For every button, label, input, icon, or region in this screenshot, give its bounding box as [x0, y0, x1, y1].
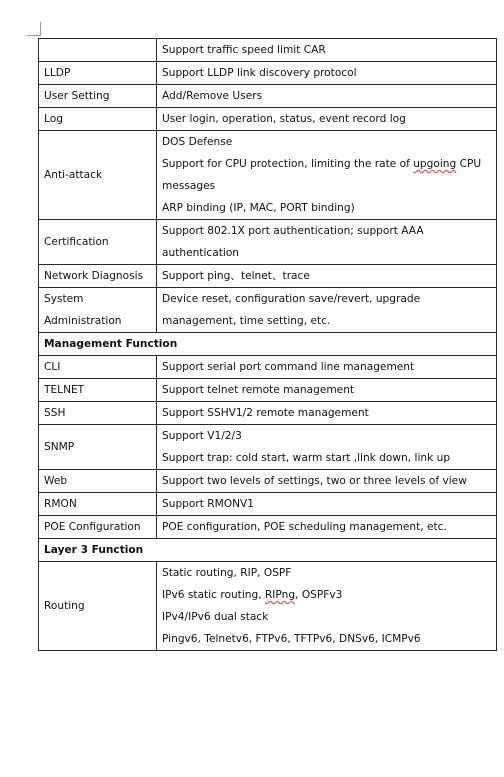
margin-crop-mark: [40, 22, 41, 36]
table-row: [39, 516, 497, 539]
description-line: Support two levels of settings, two or three levels of view: [162, 475, 467, 487]
feature-description-cell: [157, 288, 497, 333]
feature-name-cell: SSH: [39, 402, 157, 425]
table-row: [39, 356, 497, 379]
feature-description-cell: [157, 62, 497, 85]
feature-description-cell: [157, 562, 497, 651]
description-line: Support SSHV1/2 remote management: [162, 407, 369, 419]
table-row: [39, 131, 497, 220]
feature-description-cell: [157, 220, 497, 265]
description-line: Support traffic speed limit CAR: [162, 44, 326, 56]
feature-description-cell: [157, 108, 497, 131]
table-row: [39, 425, 497, 470]
description-line: Support ping、telnet、trace: [162, 270, 310, 282]
section-row: [39, 539, 497, 562]
description-line: User login, operation, status, event record log: [162, 113, 406, 125]
feature-description-cell: [157, 131, 497, 220]
description-line: IPv4/IPv6 dual stack: [162, 611, 269, 623]
description-line: Support serial port command line management: [162, 361, 415, 373]
table-row: [39, 108, 497, 131]
table-row: [39, 39, 497, 62]
table-row: [39, 493, 497, 516]
feature-name-cell: Network Diagnosis: [39, 265, 157, 288]
description-line: Support trap: cold start, warm start ,link down, link up: [162, 452, 451, 464]
feature-name-cell: Certification: [39, 220, 157, 265]
description-line: Support 802.1X port authentication; support AAA authentication: [162, 225, 424, 259]
table-row: [39, 288, 497, 333]
table-row: [39, 562, 497, 651]
description-line: Device reset, configuration save/revert, upgrade management, time setting, etc.: [162, 293, 421, 327]
feature-description-cell: [157, 516, 497, 539]
feature-description-cell: [157, 402, 497, 425]
feature-name-cell: Web: [39, 470, 157, 493]
feature-description-cell: [157, 85, 497, 108]
feature-name-cell: System Administration: [39, 288, 157, 333]
description-line: POE configuration, POE scheduling management, etc.: [162, 521, 447, 533]
feature-name-cell: POE Configuration: [39, 516, 157, 539]
feature-description-cell: [157, 379, 497, 402]
table-row: [39, 265, 497, 288]
feature-name-cell: [39, 39, 157, 62]
feature-description-cell: [157, 265, 497, 288]
feature-name-cell: LLDP: [39, 62, 157, 85]
description-line: ARP binding (IP, MAC, PORT binding): [162, 202, 355, 214]
section-heading: Layer 3 Function: [39, 539, 497, 562]
description-line: Add/Remove Users: [162, 90, 263, 102]
feature-description-cell: [157, 470, 497, 493]
description-line: Pingv6, Telnetv6, FTPv6, TFTPv6, DNSv6, ICMPv6: [162, 633, 421, 645]
table-row: [39, 62, 497, 85]
section-heading: Management Function: [39, 333, 497, 356]
table-row: [39, 470, 497, 493]
table-row: [39, 85, 497, 108]
feature-name-cell: CLI: [39, 356, 157, 379]
feature-description-cell: [157, 356, 497, 379]
feature-name-cell: Log: [39, 108, 157, 131]
spellcheck-flagged-word: RIPng: [264, 589, 296, 601]
feature-name-cell: RMON: [39, 493, 157, 516]
description-line: Support for CPU protection, limiting the rate of upgoing CPU messages: [162, 158, 482, 192]
feature-name-cell: Routing: [39, 562, 157, 651]
spec-table: [38, 38, 497, 651]
feature-name-cell: Anti-attack: [39, 131, 157, 220]
description-line: Support LLDP link discovery protocol: [162, 67, 357, 79]
table-row: [39, 220, 497, 265]
section-row: [39, 333, 497, 356]
feature-name-cell: User Setting: [39, 85, 157, 108]
margin-crop-mark: [27, 35, 41, 36]
description-line: Support RMONV1: [162, 498, 254, 510]
description-line: DOS Defense: [162, 136, 233, 148]
description-line: IPv6 static routing, RIPng, OSPFv3: [162, 589, 343, 601]
feature-description-cell: [157, 425, 497, 470]
spellcheck-flagged-word: upgoing: [413, 158, 457, 170]
table-row: [39, 379, 497, 402]
feature-name-cell: SNMP: [39, 425, 157, 470]
table-row: [39, 402, 497, 425]
feature-description-cell: [157, 493, 497, 516]
description-line: Support V1/2/3: [162, 430, 242, 442]
feature-name-cell: TELNET: [39, 379, 157, 402]
feature-description-cell: [157, 39, 497, 62]
description-line: Support telnet remote management: [162, 384, 355, 396]
description-line: Static routing, RIP, OSPF: [162, 567, 292, 579]
